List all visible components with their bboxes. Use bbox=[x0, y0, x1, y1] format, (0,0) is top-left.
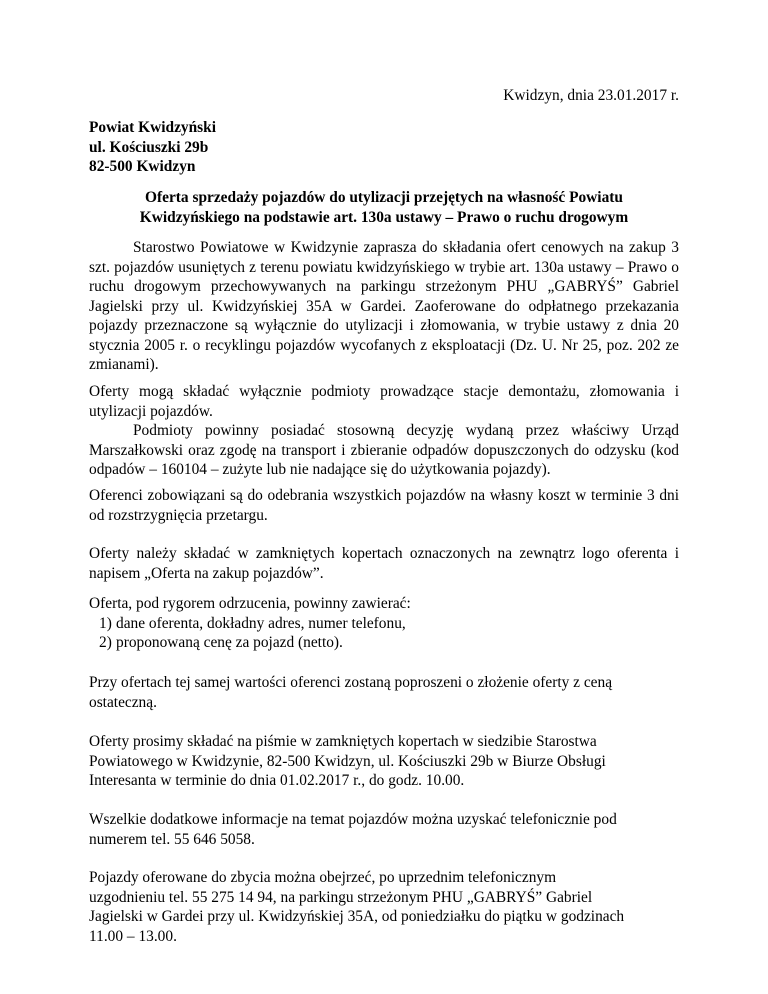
paragraph-contact: Wszelkie dodatkowe informacje na temat pojazdów można uzyskać telefonicznie pod numerem tel. 55 646 5058. bbox=[89, 811, 617, 848]
list-item: 2) proponowaną cenę za pojazd (netto). bbox=[99, 634, 343, 651]
document-title bbox=[89, 188, 679, 227]
paragraph-tie-offers: Przy ofertach tej samej wartości oferenci zostaną poproszeni o złożenie oferty z ceną ostateczną. bbox=[89, 674, 613, 711]
paragraph-viewing: Pojazdy oferowane do zbycia można obejrzeć, po uprzednim telefonicznym uzgodnieniu tel. 55 275 14 94, na parkingu strzeżonym PHU „GABRYŚ” Gabriel Jagielski w Gardei przy ul. Kwidzyńskiej 35A, od poniedziałku do piątku w godzinach 11.00 – 13.00. bbox=[89, 869, 625, 945]
offer-contents-section bbox=[89, 594, 679, 653]
addressee-postal: 82-500 Kwidzyn bbox=[89, 158, 196, 175]
paragraph-pickup: Oferenci zobowiązani są do odebrania wszystkich pojazdów na własny koszt w terminie 3 dni od rozstrzygnięcia przetargu. bbox=[89, 487, 679, 524]
paragraph-envelope: Oferty należy składać w zamkniętych kopertach oznaczonych na zewnątrz logo oferenta i napisem „Oferta na zakup pojazdów”. bbox=[89, 545, 679, 582]
paragraph-requirements: Podmioty powinny posiadać stosowną decyzję wydaną przez właściwy Urząd Marszałkowski oraz zgodę na transport i zbieranie odpadów dopuszczonych do odzysku (kod odpadów – 160104 – zużyte lub nie nadające się do użytkowania pojazdy). bbox=[89, 422, 679, 478]
addressee-name: Powiat Kwidzyński bbox=[89, 119, 216, 136]
addressee-street: ul. Kościuszki 29b bbox=[89, 138, 209, 156]
paragraph-eligibility: Oferty mogą składać wyłącznie podmioty prowadzące stacje demontażu, złomowania i utylizacji pojazdów. bbox=[89, 383, 679, 420]
paragraph-submission: Oferty prosimy składać na piśmie w zamkniętych kopertach w siedzibie Starostwa Powiatowego w Kwidzynie, 82-500 Kwidzyn, ul. Kościuszki 29b w Biurze Obsługi Interesanta w terminie do dnia 01.02.2017 r., do godz. 10.00. bbox=[89, 733, 606, 789]
date-line: Kwidzyn, dnia 23.01.2017 r. bbox=[503, 87, 679, 104]
offer-contents-intro: Oferta, pod rygorem odrzucenia, powinny zawierać: bbox=[89, 595, 411, 612]
paragraph-invitation: Starostwo Powiatowe w Kwidzynie zaprasza do składania ofert cenowych na zakup 3 szt. pojazdów usuniętych z terenu powiatu kwidzyńskiego w trybie art. 130a ustawy – Prawo o ruchu drogowym przechowywanych na parkingu strzeżonym PHU „GABRYŚ” Gabriel Jagielski przy ul. Kwidzyńskiej 35A w Gardei. Zaoferowane do odpłatnego przekazania pojazdy przeznaczone są wyłącznie do utylizacji i złomowania, w trybie ustawy z dnia 20 stycznia 2005 r. o recyklingu pojazdów wycofanych z eksploatacji (Dz. U. Nr 25, poz. 202 ze zmianami). bbox=[89, 239, 679, 373]
addressee-block bbox=[89, 118, 216, 177]
title-line-2: Kwidzyńskiego na podstawie art. 130a ustawy – Prawo o ruchu drogowym bbox=[139, 208, 629, 226]
list-item: 1) dane oferenta, dokładny adres, numer telefonu, bbox=[99, 614, 406, 632]
offer-contents-list bbox=[89, 614, 679, 653]
title-line-1: Oferta sprzedaży pojazdów do utylizacji przejętych na własność Powiatu bbox=[145, 189, 623, 206]
